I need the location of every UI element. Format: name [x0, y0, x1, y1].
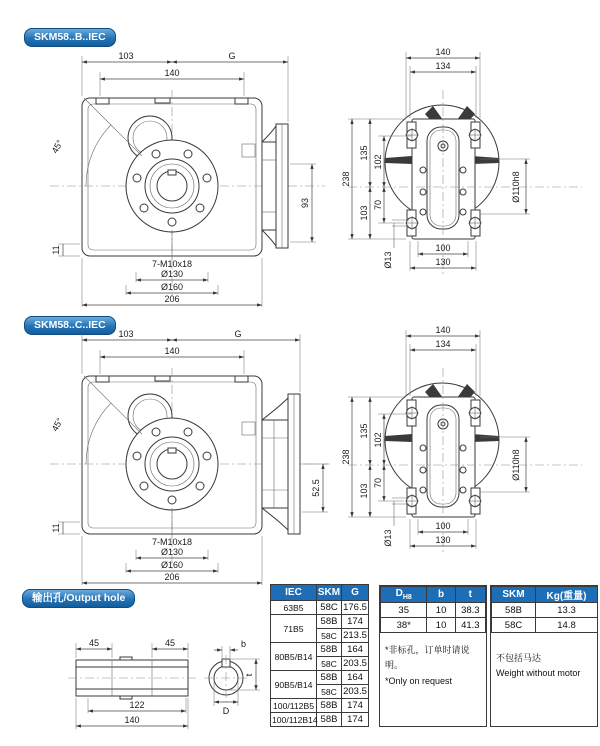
dim-122: 122 [129, 700, 145, 710]
rear-housing [405, 397, 482, 517]
dim-11-group [51, 522, 80, 534]
dim-102: 102 [373, 154, 383, 170]
dim-key-t: t [244, 673, 254, 677]
dim-134: 134 [435, 61, 451, 71]
dim-g: G [234, 329, 242, 339]
dim-140: 140 [435, 325, 451, 335]
cell-skm: 58B [317, 699, 342, 713]
cell-skm: 58B [492, 603, 536, 618]
badge-output-hole: 输出孔/Output hole [22, 589, 135, 608]
table-row [381, 618, 486, 633]
header-skm: SKM [492, 587, 536, 603]
cell-skm: 58B [317, 671, 342, 685]
dim-52-5: 52.5 [311, 479, 321, 497]
dim-135: 135 [359, 145, 369, 161]
header-iec: IEC [271, 585, 317, 601]
table-row [492, 618, 598, 633]
header-g: G [342, 585, 369, 601]
cell-skm: 58B [317, 643, 342, 657]
keyway [168, 170, 176, 175]
cell-g: 176.5 [343, 602, 367, 613]
cell-kg: 13.3 [536, 603, 598, 618]
cell-b: 10 [427, 618, 455, 633]
dim-103: 103 [118, 51, 134, 61]
header-dh8: $D_{H8}$ [381, 587, 427, 603]
table-row [271, 699, 369, 713]
badge-skm58-c-iec: SKM58..C..IEC [24, 316, 116, 335]
header-b: b [427, 587, 455, 603]
table-weight [491, 586, 598, 633]
dim-d13-group [383, 220, 409, 269]
dim-d13: Ø13 [383, 529, 393, 547]
dim-70: 70 [373, 199, 383, 211]
dim-100: 100 [435, 243, 451, 253]
cell-kg: 14.8 [536, 618, 598, 633]
dim-130: 130 [435, 257, 451, 267]
table-row [381, 603, 486, 618]
motor-flange-b5 [262, 124, 288, 248]
dim-93: 93 [300, 197, 310, 209]
dim-93-group [290, 164, 316, 242]
cell-skm: 58C [317, 601, 342, 615]
keyway [168, 448, 176, 453]
dim-d110h8: Ø110h8 [511, 171, 521, 203]
cell-skm: 58C [317, 657, 342, 671]
rear-housing [405, 119, 482, 239]
cell-iec: 71B5 [271, 615, 317, 643]
dim-angle-45: 45° [49, 138, 65, 155]
cell-g: 164 [342, 671, 369, 685]
bore-note-cn: *非标孔，订单时请说明。 [385, 645, 470, 671]
cell-g: 213.5 [343, 630, 367, 641]
cell-iec: 80B5/B14 [271, 643, 317, 671]
dim-140: 140 [435, 47, 451, 57]
table-row [271, 615, 369, 629]
drawing-output-hole [68, 632, 268, 744]
weight-table-box [490, 585, 598, 727]
dim-angle-45: 45° [49, 416, 65, 433]
dim-11-group [51, 244, 80, 256]
dim-134: 134 [435, 339, 451, 349]
cell-skm: 58C [317, 685, 342, 699]
drawing-rear-c [330, 320, 600, 560]
dim-103: 103 [118, 329, 134, 339]
motor-flange-c [262, 394, 300, 534]
table-row [492, 603, 598, 618]
cell-t: 41.3 [455, 618, 485, 633]
dim-11: 11 [51, 523, 61, 533]
dim-45-left: 45 [88, 638, 100, 648]
badge-skm58-b-iec: SKM58..B..IEC [24, 28, 116, 47]
cell-iec: 90B5/B14 [271, 671, 317, 699]
cell-d: 35 [381, 603, 427, 618]
cell-t: 38.3 [455, 603, 485, 618]
dim-d160: Ø160 [160, 560, 184, 570]
dim-100: 100 [435, 521, 451, 531]
cell-d: 38* [381, 618, 427, 633]
dim-45-right: 45 [164, 638, 176, 648]
weight-note [491, 651, 597, 682]
dim-103: 103 [359, 205, 369, 221]
dim-70: 70 [373, 477, 383, 489]
dim-d130: Ø130 [160, 269, 184, 279]
dim-102: 102 [373, 432, 383, 448]
weight-note-cn: 不包括马达 [496, 653, 542, 663]
dim-bolts: 7-M10x18 [151, 537, 193, 547]
dim-135: 135 [359, 423, 369, 439]
dim-d160: Ø160 [160, 282, 184, 292]
table-bore [380, 586, 486, 633]
cell-skm: 58B [317, 615, 342, 629]
dim-key-b: b [241, 639, 247, 649]
drawing-side-b [20, 46, 340, 308]
dim-130: 130 [435, 535, 451, 545]
dim-d110h8: Ø110h8 [511, 449, 521, 481]
dim-g: G [228, 51, 236, 61]
dim-d130: Ø130 [160, 547, 184, 557]
cell-skm: 58C [317, 629, 342, 643]
cell-g: 174 [342, 713, 369, 727]
table-row [271, 713, 369, 727]
dim-d13: Ø13 [383, 251, 393, 269]
dim-238: 238 [341, 171, 351, 187]
cell-g: 174 [342, 699, 369, 713]
header-skm: SKM [317, 585, 342, 601]
dim-140: 140 [164, 68, 180, 78]
header-kg: Kg(重量) [536, 587, 598, 603]
cell-b: 10 [427, 603, 455, 618]
cell-iec: 100/112B5 [271, 699, 317, 713]
cell-g: 203.5 [343, 686, 367, 697]
cell-skm: 58C [492, 618, 536, 633]
bore-cross-section [204, 655, 248, 702]
dim-140: 140 [164, 346, 180, 356]
cell-iec: 100/112B14 [272, 714, 318, 725]
dim-bolts: 7-M10x18 [151, 259, 193, 269]
drawing-side-c [20, 324, 340, 586]
weight-note-en: Weight without motor [496, 668, 581, 679]
bore-table-box [379, 585, 487, 727]
dim-d13-group [383, 498, 409, 547]
cell-g: 174 [342, 615, 369, 629]
dim-11: 11 [51, 245, 61, 255]
hollow-shaft-section [68, 657, 196, 699]
dim-525-group [302, 464, 328, 512]
bore-note-en: *Only on request [385, 675, 453, 686]
cell-iec: 63B5 [271, 601, 317, 615]
dim-206: 206 [164, 294, 180, 304]
cell-g: 203.5 [343, 658, 367, 669]
dim-bore-d: D [222, 706, 230, 716]
table-iec [270, 584, 369, 727]
header-t: t [455, 587, 485, 603]
bore-note [380, 643, 486, 689]
table-row [271, 643, 369, 657]
table-row [271, 671, 369, 685]
drawing-rear-b [330, 42, 600, 282]
dim-140: 140 [124, 715, 140, 725]
cell-skm: 58B [317, 713, 342, 727]
cell-g: 164 [342, 643, 369, 657]
table-row [271, 601, 369, 615]
dim-103: 103 [359, 483, 369, 499]
dim-238: 238 [341, 449, 351, 465]
dim-206: 206 [164, 572, 180, 582]
